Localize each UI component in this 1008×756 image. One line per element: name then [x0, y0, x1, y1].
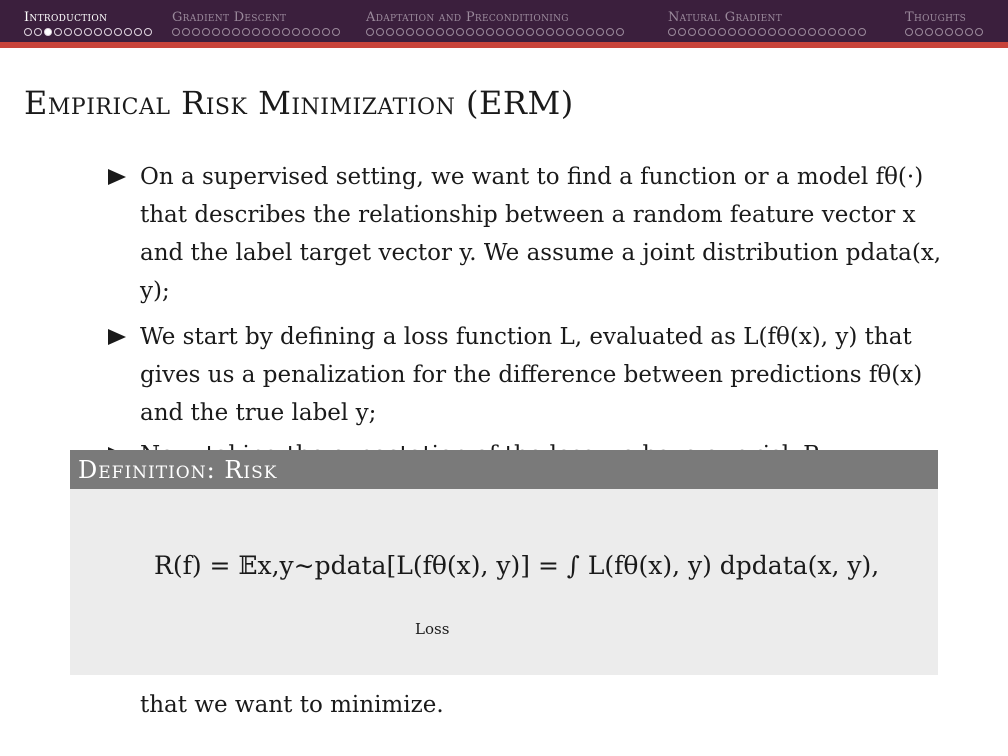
bullet-text: On a supervised setting, we want to find a function or a model fθ(·) that describes the relationship between a random feature vector x and the label target vector y. We assume a joint distribution pdata(x, y);	[140, 164, 942, 304]
nav-dot[interactable]	[182, 28, 190, 36]
bullet-item	[108, 318, 948, 432]
nav-label: Adaptation and Preconditioning	[366, 10, 569, 25]
nav-dot[interactable]	[616, 28, 624, 36]
nav-dot[interactable]	[54, 28, 62, 36]
nav-dot[interactable]	[955, 28, 963, 36]
nav-accent-line	[0, 42, 1008, 48]
nav-dot[interactable]	[526, 28, 534, 36]
nav-dot[interactable]	[945, 28, 953, 36]
nav-dot[interactable]	[925, 28, 933, 36]
nav-dot[interactable]	[858, 28, 866, 36]
nav-dot[interactable]	[496, 28, 504, 36]
nav-dots	[24, 28, 152, 38]
nav-dot[interactable]	[768, 28, 776, 36]
nav-dot[interactable]	[222, 28, 230, 36]
risk-formula: R(f) = 𝔼x,y∼pdata[L(fθ(x), y)] = ∫ L(fθ(x), y) dpdata(x, y),	[154, 551, 880, 580]
nav-dot[interactable]	[396, 28, 404, 36]
nav-dot[interactable]	[935, 28, 943, 36]
nav-dot[interactable]	[728, 28, 736, 36]
nav-dot[interactable]	[758, 28, 766, 36]
nav-dot[interactable]	[975, 28, 983, 36]
nav-dot[interactable]	[202, 28, 210, 36]
nav-dot[interactable]	[718, 28, 726, 36]
nav-dot[interactable]	[506, 28, 514, 36]
nav-dot[interactable]	[576, 28, 584, 36]
nav-dots	[366, 28, 624, 38]
nav-dot[interactable]	[808, 28, 816, 36]
nav-section-adaptation[interactable]	[366, 10, 624, 38]
definition-body	[70, 489, 938, 675]
loss-brace-label: Loss	[415, 620, 450, 638]
nav-dot[interactable]	[134, 28, 142, 36]
nav-section-natural-gradient[interactable]	[668, 10, 866, 38]
nav-dot[interactable]	[566, 28, 574, 36]
nav-dot[interactable]	[688, 28, 696, 36]
nav-dot[interactable]	[44, 28, 52, 36]
nav-dot[interactable]	[965, 28, 973, 36]
nav-dot[interactable]	[114, 28, 122, 36]
nav-dot[interactable]	[376, 28, 384, 36]
nav-dot[interactable]	[818, 28, 826, 36]
nav-dot[interactable]	[596, 28, 604, 36]
nav-dots	[905, 28, 983, 38]
nav-dot[interactable]	[905, 28, 913, 36]
closing-text: that we want to minimize.	[140, 692, 444, 718]
nav-dot[interactable]	[738, 28, 746, 36]
nav-dot[interactable]	[436, 28, 444, 36]
nav-dot[interactable]	[24, 28, 32, 36]
nav-dot[interactable]	[386, 28, 394, 36]
nav-dot[interactable]	[292, 28, 300, 36]
slide-title: Empirical Risk Minimization (ERM)	[24, 84, 574, 122]
nav-dot[interactable]	[302, 28, 310, 36]
nav-dots	[668, 28, 866, 38]
triangle-bullet-icon	[108, 329, 126, 345]
nav-dots	[172, 28, 340, 38]
nav-dot[interactable]	[516, 28, 524, 36]
nav-dot[interactable]	[232, 28, 240, 36]
nav-dot[interactable]	[915, 28, 923, 36]
nav-dot[interactable]	[64, 28, 72, 36]
nav-dot[interactable]	[778, 28, 786, 36]
nav-dot[interactable]	[556, 28, 564, 36]
nav-label: Gradient Descent	[172, 10, 287, 25]
nav-dot[interactable]	[366, 28, 374, 36]
nav-dot[interactable]	[828, 28, 836, 36]
nav-dot[interactable]	[586, 28, 594, 36]
definition-block	[70, 450, 938, 675]
nav-dot[interactable]	[272, 28, 280, 36]
triangle-bullet-icon	[108, 169, 126, 185]
nav-dot[interactable]	[332, 28, 340, 36]
nav-dot[interactable]	[708, 28, 716, 36]
nav-dot[interactable]	[456, 28, 464, 36]
nav-dot[interactable]	[546, 28, 554, 36]
bullet-text: We start by defining a loss function L, evaluated as L(fθ(x), y) that gives us a penalization for the difference between predictions fθ(x) and the true label y;	[140, 324, 923, 426]
nav-dot[interactable]	[84, 28, 92, 36]
nav-dot[interactable]	[192, 28, 200, 36]
nav-dot[interactable]	[678, 28, 686, 36]
nav-dot[interactable]	[698, 28, 706, 36]
nav-dot[interactable]	[322, 28, 330, 36]
nav-dot[interactable]	[282, 28, 290, 36]
nav-dot[interactable]	[486, 28, 494, 36]
nav-dot[interactable]	[252, 28, 260, 36]
nav-section-introduction[interactable]	[24, 10, 152, 38]
nav-dot[interactable]	[262, 28, 270, 36]
nav-dot[interactable]	[536, 28, 544, 36]
nav-dot[interactable]	[104, 28, 112, 36]
nav-dot[interactable]	[406, 28, 414, 36]
nav-dot[interactable]	[606, 28, 614, 36]
nav-dot[interactable]	[212, 28, 220, 36]
nav-dot[interactable]	[124, 28, 132, 36]
nav-label: Natural Gradient	[668, 10, 783, 25]
nav-dot[interactable]	[242, 28, 250, 36]
nav-dot[interactable]	[94, 28, 102, 36]
nav-section-gradient-descent[interactable]	[172, 10, 340, 38]
nav-label: Introduction	[24, 10, 108, 25]
nav-dot[interactable]	[476, 28, 484, 36]
nav-dot[interactable]	[798, 28, 806, 36]
nav-dot[interactable]	[416, 28, 424, 36]
nav-dot[interactable]	[74, 28, 82, 36]
bullet-item	[108, 158, 948, 310]
nav-dot[interactable]	[144, 28, 152, 36]
definition-header: Definition: Risk	[70, 450, 938, 489]
bullet-list	[108, 158, 948, 474]
nav-dot[interactable]	[446, 28, 454, 36]
nav-dot[interactable]	[312, 28, 320, 36]
nav-section-thoughts[interactable]	[905, 10, 983, 38]
nav-dot[interactable]	[748, 28, 756, 36]
nav-dot[interactable]	[466, 28, 474, 36]
nav-dot[interactable]	[788, 28, 796, 36]
nav-dot[interactable]	[838, 28, 846, 36]
nav-dot[interactable]	[34, 28, 42, 36]
nav-dot[interactable]	[668, 28, 676, 36]
nav-label: Thoughts	[905, 10, 967, 25]
nav-dot[interactable]	[848, 28, 856, 36]
nav-dot[interactable]	[172, 28, 180, 36]
navigation-bar	[0, 0, 1008, 48]
nav-dot[interactable]	[426, 28, 434, 36]
